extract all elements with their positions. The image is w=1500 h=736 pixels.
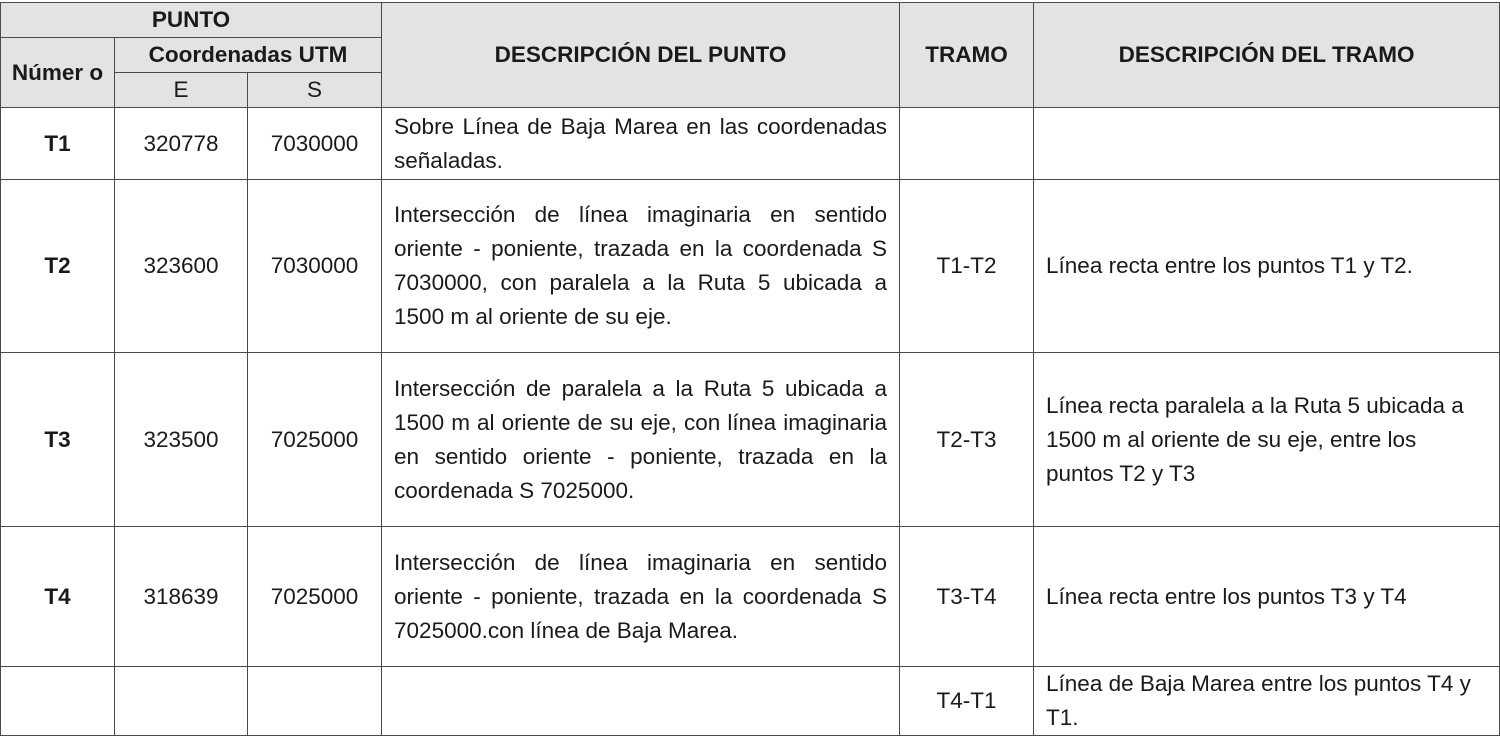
point-description: Sobre Línea de Baja Marea en las coordenadas señaladas. <box>382 108 900 180</box>
coord-e-value <box>115 667 248 736</box>
header-punto: PUNTO <box>1 3 382 38</box>
point-number: T2 <box>1 180 115 353</box>
segment-description: Línea recta paralela a la Ruta 5 ubicada a 1500 m al oriente de su eje, entre los puntos T2 y T3 <box>1034 353 1500 527</box>
header-coord-e: E <box>115 73 248 108</box>
boundary-points-table <box>0 2 1500 736</box>
point-description: Intersección de paralela a la Ruta 5 ubicada a 1500 m al oriente de su eje, con línea imaginaria en sentido oriente - poniente, trazada en la coordenada S 7025000. <box>382 353 900 527</box>
point-description: Intersección de línea imaginaria en sentido oriente - poniente, trazada en la coordenada S 7025000.con línea de Baja Marea. <box>382 527 900 667</box>
point-description: Intersección de línea imaginaria en sentido oriente - poniente, trazada en la coordenada S 7030000, con paralela a la Ruta 5 ubicada a 1500 m al oriente de su eje. <box>382 180 900 353</box>
header-row-1 <box>1 3 1500 38</box>
point-number: T4 <box>1 527 115 667</box>
coord-s-value <box>248 667 382 736</box>
segment-description: Línea recta entre los puntos T3 y T4 <box>1034 527 1500 667</box>
segment-id: T4-T1 <box>900 667 1034 736</box>
table-row <box>1 527 1500 667</box>
segment-description <box>1034 108 1500 180</box>
coord-e-value: 323600 <box>115 180 248 353</box>
segment-id: T1-T2 <box>900 180 1034 353</box>
segment-id: T2-T3 <box>900 353 1034 527</box>
coord-e-value: 318639 <box>115 527 248 667</box>
table-row <box>1 108 1500 180</box>
table-row <box>1 667 1500 736</box>
header-coord-s: S <box>248 73 382 108</box>
table-row <box>1 180 1500 353</box>
coord-e-value: 323500 <box>115 353 248 527</box>
header-numero: Númer o <box>1 38 115 108</box>
coord-s-value: 7030000 <box>248 180 382 353</box>
segment-id: T3-T4 <box>900 527 1034 667</box>
coord-s-value: 7025000 <box>248 353 382 527</box>
table-row <box>1 353 1500 527</box>
header-coordenadas-utm: Coordenadas UTM <box>115 38 382 73</box>
coord-s-value: 7030000 <box>248 108 382 180</box>
segment-description: Línea de Baja Marea entre los puntos T4 y T1. <box>1034 667 1500 736</box>
point-number: T3 <box>1 353 115 527</box>
coord-e-value: 320778 <box>115 108 248 180</box>
point-number: T1 <box>1 108 115 180</box>
coord-s-value: 7025000 <box>248 527 382 667</box>
header-descripcion-punto: DESCRIPCIÓN DEL PUNTO <box>382 3 900 108</box>
segment-id <box>900 108 1034 180</box>
header-tramo: TRAMO <box>900 3 1034 108</box>
point-description <box>382 667 900 736</box>
point-number <box>1 667 115 736</box>
header-descripcion-tramo: DESCRIPCIÓN DEL TRAMO <box>1034 3 1500 108</box>
segment-description: Línea recta entre los puntos T1 y T2. <box>1034 180 1500 353</box>
